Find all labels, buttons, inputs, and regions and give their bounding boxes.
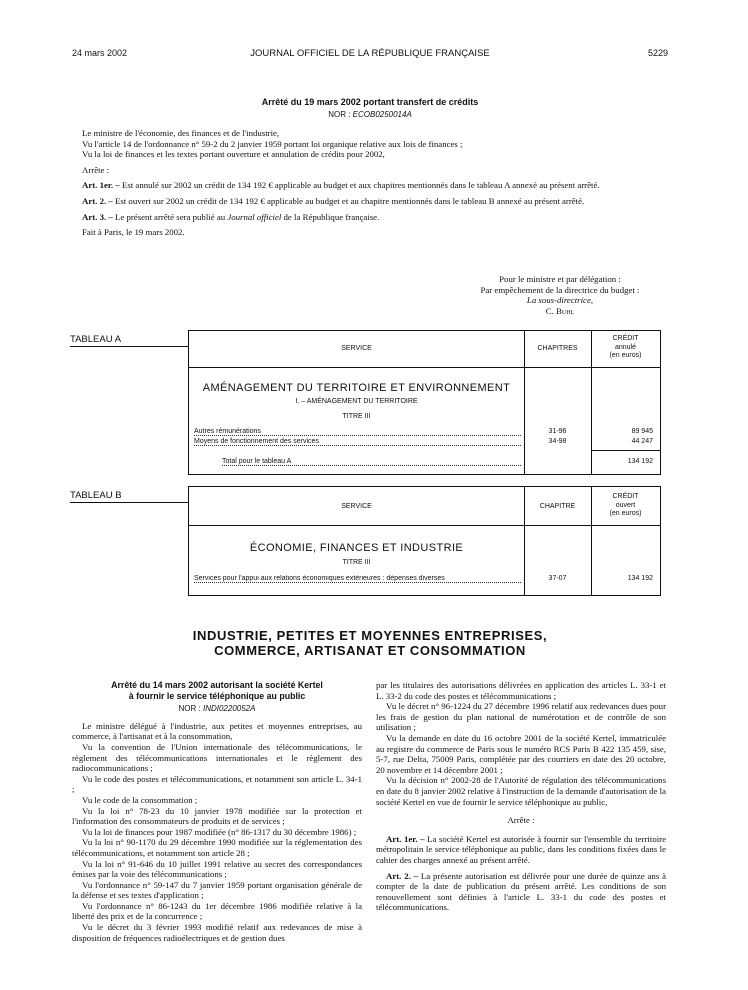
- paragraph: Vu la décision n° 2002-28 de l'Autorité de régulation des télécommunications en date du 8 janvier 2002 relative à l'instruction de la demande d'autorisation de la société Kertel en vue de fournir le service téléphonique au public,: [376, 775, 666, 807]
- titre-label: TITRE III: [342, 559, 371, 566]
- paragraph: Vu la loi de finances pour 1987 modifiée (n° 86-1317 du 30 décembre 1986) ;: [82, 826, 357, 837]
- tableau-b: [188, 486, 661, 596]
- col-header-service: SERVICE: [341, 345, 372, 352]
- article-1: Art. 1er. – Est annulé sur 2002 un crédit de 134 192 € applicable au budget et aux chapitres mentionnés dans le tableau A annexé au présent arrêté.: [82, 180, 600, 191]
- paragraph: Vu la loi n° 78-23 du 10 janvier 1978 modifiée sur la protection et l'information des consommateurs de produits et de services ;: [72, 805, 362, 827]
- col-header-service: SERVICE: [341, 503, 372, 510]
- arrete2-title: Arrêté du 14 mars 2002 autorisant la société Kertel à fournir le service téléphonique au public: [111, 680, 323, 701]
- paragraph: Le ministre délégué à l'industrie, aux petites et moyennes entreprises, au commerce, à l'artisanat et à la consommation,: [72, 720, 362, 742]
- paragraph: Vu le décret n° 96-1224 du 27 décembre 1996 relatif aux redevances dues pour les frais de gestion du plan national de numérotation et de contrôle de son utilisation ;: [376, 701, 666, 733]
- table-row-label: Moyens de fonctionnement des services: [194, 438, 521, 446]
- header-date: 24 mars 2002: [72, 48, 128, 58]
- left-column: [72, 680, 362, 943]
- section-title: AMÉNAGEMENT DU TERRITOIRE ET ENVIRONNEMENT: [202, 382, 511, 394]
- col-header-chapitre: CHAPITRE: [539, 503, 576, 510]
- arrete-word: Arrête :: [507, 815, 535, 826]
- section-title: ÉCONOMIE, FINANCES ET INDUSTRIE: [249, 542, 464, 554]
- col-header-chapitres: CHAPITRES: [537, 345, 578, 352]
- tableau-a: [188, 330, 661, 475]
- table-row-label: Services pour l'appui aux relations économiques extérieures : dépenses diverses: [194, 575, 521, 583]
- visa-line: Vu l'article 14 de l'ordonnance n° 59-2 du 2 janvier 1959 portant loi organique relative aux lois de finances ;: [82, 138, 463, 149]
- fait-a-paris: Fait à Paris, le 19 mars 2002.: [82, 227, 185, 238]
- article-2: Art. 2. – La présente autorisation est délivrée pour une durée de quinze ans à compter de la date de publication du présent arrêté. Les conditions de son renouvellement sont définies à l'article L. 33-1 du code des postes et télécommunications.: [376, 870, 666, 913]
- signature-line: La sous-directrice,: [526, 295, 594, 306]
- tableau-b-label: TABLEAU B: [70, 490, 188, 503]
- right-column: [376, 680, 666, 913]
- signature-line: Par empêchement de la directrice du budget :: [480, 284, 640, 295]
- paragraph: Vu la loi n° 91-646 du 10 juillet 1991 relative au secret des correspondances émises par la voie des télécommunications ;: [72, 858, 362, 880]
- article-2: Art. 2. – Est ouvert sur 2002 un crédit de 134 192 € applicable au budget et au chapitre mentionnés dans le tableau B annexé au présent arrêté.: [82, 195, 585, 206]
- table-row-chapitre: 34-98: [548, 438, 567, 445]
- paragraph: Vu le code de la consommation ;: [82, 794, 198, 805]
- paragraph: par les titulaires des autorisations délivrées en application des articles L. 33-1 et L. 33-2 du code des postes et télécommunications ;: [376, 680, 666, 701]
- tableau-a-label: TABLEAU A: [70, 334, 188, 347]
- table-row-credit: 44 247: [631, 438, 653, 445]
- signature-name: C. Buhl: [545, 305, 575, 316]
- table-row-credit: 134 192: [627, 575, 653, 582]
- arrete-word: Arrête :: [82, 164, 110, 175]
- subsection-title: I. – AMÉNAGEMENT DU TERRITOIRE: [295, 398, 418, 405]
- section-heading: INDUSTRIE, PETITES ET MOYENNES ENTREPRISES, COMMERCE, ARTISANAT ET CONSOMMATION: [192, 628, 548, 658]
- arrete1-body: [72, 128, 668, 238]
- titre-label: TITRE III: [342, 413, 371, 420]
- article-1: Art. 1er. – La société Kertel est autorisée à fournir sur l'ensemble du territoire métropolitain le service téléphonique au public, dans les conditions fixées dans le cahier des charges annexé au présent arrêté.: [376, 833, 666, 865]
- article-3: Art. 3. – Le présent arrêté sera publié au Journal officiel de la République française.: [82, 211, 380, 222]
- signature-line: Pour le ministre et par délégation :: [499, 274, 621, 284]
- paragraph: Vu la convention de l'Union internationale des télécommunications, le règlement des télécommunications internationales et le règlement des radiocommunications ;: [72, 741, 362, 774]
- visa-line: Vu la loi de finances et les textes portant ouverture et annulation de crédits pour 2002,: [82, 149, 385, 160]
- paragraph: Vu la loi n° 90-1170 du 29 décembre 1990 modifiée sur la réglementation des télécommunications, et notamment son article 28 ;: [72, 837, 362, 858]
- table-row-credit: 89 945: [631, 428, 653, 435]
- signature-block: [440, 274, 680, 316]
- arrete1-nor: NOR : ECOB0250014A: [328, 110, 412, 119]
- total-label: Total pour le tableau A: [222, 458, 521, 466]
- table-row-chapitre: 31-96: [548, 428, 567, 435]
- header-title: JOURNAL OFFICIEL DE LA RÉPUBLIQUE FRANÇAISE: [250, 48, 490, 59]
- arrete2-nor: NOR : INDI0220052A: [178, 704, 256, 714]
- header-page-number: 5229: [647, 48, 668, 58]
- total-value: 134 192: [627, 458, 653, 465]
- arrete1-title: Arrêté du 19 mars 2002 portant transfert de crédits: [261, 97, 479, 107]
- paragraph: Vu l'ordonnance n° 59-147 du 7 janvier 1959 portant organisation générale de la défense et ses textes d'application ;: [72, 879, 362, 901]
- running-header: [72, 48, 668, 62]
- paragraph: Vu la demande en date du 16 octobre 2001 de la société Kertel, immatriculée au registre du commerce de Paris sous le numéro RCS Paris B 422 135 459, sise, 5-7, rue Delta, 75009 Paris, complétée par des courriers en date des 20 octobre, 20 novembre et 14 décembre 2001 ;: [376, 732, 666, 775]
- col-header-credit: CRÉDIT ouvert (en euros): [609, 493, 642, 517]
- table-row-label: Autres rémunérations: [194, 428, 521, 436]
- paragraph: Vu le code des postes et télécommunications, et notamment son article L. 34-1 ;: [72, 773, 362, 795]
- visa-line: Le ministre de l'économie, des finances et de l'industrie,: [82, 128, 280, 138]
- paragraph: Vu l'ordonnance n° 86-1243 du 1er décembre 1986 modifiée relative à la liberté des prix et de la concurrence ;: [72, 900, 362, 922]
- table-row-chapitre: 37-07: [548, 575, 567, 582]
- paragraph: Vu le décret du 3 février 1993 modifié relatif aux redevances de mise à disposition de fréquences radioélectriques et de gestion dues: [72, 922, 362, 943]
- col-header-credit: CRÉDIT annulé (en euros): [609, 335, 642, 359]
